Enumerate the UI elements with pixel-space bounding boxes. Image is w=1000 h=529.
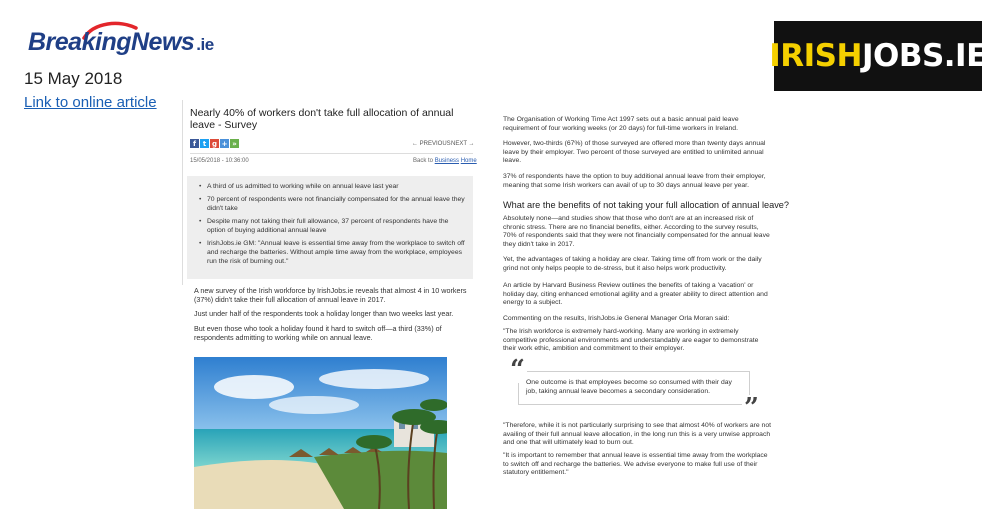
- body-paragraph: 37% of respondents have the option to buy additional annual leave from their employer, meaning that some Irish workers can avail of up to 30 days annual leave per year.: [503, 173, 766, 189]
- twitter-icon[interactable]: t: [200, 139, 209, 148]
- article-timestamp: 15/05/2018 - 10:36:00: [190, 158, 249, 164]
- close-quote-icon: ”: [744, 393, 759, 423]
- body-paragraph: Absolutely none—and studies show that those who don't are at an increased risk of chronic stress. There are no financial benefits, either. According to the survey results, 70% of respondents said that they were not financially compensated for the annual leave they didn't take in 2017.: [503, 215, 770, 248]
- previous-link[interactable]: ← PREVIOUS: [412, 141, 451, 147]
- google-plus-icon[interactable]: g: [211, 139, 217, 148]
- body-paragraph: Yet, the advantages of taking a holiday are clear. Taking time off from work or the daily grind not only helps people to de-stress, but it also helps work productivity.: [503, 256, 762, 272]
- pull-quote-text: One outcome is that employees become so consumed with their day job, taking annual leave becomes a secondary consideration.: [526, 379, 732, 395]
- section-heading: What are the benefits of not taking your full allocation of annual leave?: [503, 200, 790, 210]
- online-article-link[interactable]: Link to online article: [24, 94, 157, 111]
- logo-wordmark: BreakingNews .ie: [28, 28, 214, 56]
- body-paragraph: "Therefore, while it is not particularly surprising to see that almost 40% of workers are not availing of their full annual leave allocation, in the long run this is a very unwise approach and one that will ultimately lead to burn out.: [503, 422, 771, 447]
- facebook-icon[interactable]: f: [190, 139, 199, 148]
- open-quote-icon: “: [510, 355, 525, 385]
- summary-item: • A third of us admitted to working while on annual leave last year: [199, 182, 465, 191]
- share-count-icon[interactable]: »: [230, 139, 239, 148]
- article-title: Nearly 40% of workers don't take full allocation of annual leave - Survey: [190, 107, 454, 131]
- clipping-date: 15 May 2018: [24, 69, 123, 88]
- breadcrumb-home-link[interactable]: Home: [460, 158, 477, 164]
- beach-photo: [194, 357, 447, 509]
- meta-divider: [190, 153, 473, 154]
- addthis-plus-icon[interactable]: +: [221, 139, 228, 148]
- body-paragraph: The Organisation of Working Time Act 1997 sets out a basic annual paid leave requirement of four working weeks (or 20 days) for full-time workers in Ireland.: [503, 116, 739, 132]
- breadcrumb-business-link[interactable]: Business: [434, 158, 460, 164]
- irishjobs-logo: IRISHJOBS.IE: [774, 21, 982, 91]
- breakingnews-logo: [28, 20, 238, 60]
- summary-box: [187, 176, 473, 279]
- body-paragraph: Just under half of the respondents took a holiday longer than two weeks last year.: [194, 309, 454, 318]
- pull-quote: [510, 355, 759, 423]
- next-link[interactable]: NEXT →: [451, 141, 475, 147]
- body-paragraph: But even those who took a holiday found it hard to switch off—a third (33%) of respondents admitting to working while on annual leave.: [194, 324, 442, 343]
- summary-item: • 70 percent of respondents were not financially compensated for the annual leave they didn't take: [199, 195, 465, 213]
- summary-item: • IrishJobs.ie GM: "Annual leave is essential time away from the workplace to switch off and recharge the batteries. Without ample time away from the workplace, employees run the risk of burning out.": [199, 239, 465, 266]
- summary-item: • Despite many not taking their full allowance, 37 percent of respondents have the option of buying additional annual leave: [199, 217, 465, 235]
- body-paragraph: "It is important to remember that annual leave is essential time away from the workplace to switch off and recharge the batteries. We advise everyone to make full use of their statutory entitlement.": [503, 452, 768, 477]
- breadcrumb: Back to Business Home: [413, 158, 477, 164]
- body-paragraph: "The Irish workforce is extremely hard-working. Many are working in extremely competitive professional environments and understandably are eager to demonstrate their work ethic, ambition and commitment to their employer.: [503, 328, 759, 353]
- column-divider: [182, 100, 183, 285]
- body-paragraph: An article by Harvard Business Review outlines the benefits of taking a 'vacation' or holiday day, citing enhanced emotional agility and a greater ability to direct attention and energy to a subject.: [503, 282, 768, 307]
- body-paragraph: However, two-thirds (67%) of those surveyed are offered more than twenty days annual leave by their employer. Two percent of those surveyed are entitled to unlimited annual leave.: [503, 140, 766, 165]
- body-paragraph: A new survey of the Irish workforce by IrishJobs.ie reveals that almost 4 in 10 workers (37%) didn't take their full allocation of annual leave in 2017.: [194, 286, 467, 305]
- body-paragraph: Commenting on the results, IrishJobs.ie General Manager Orla Moran said:: [503, 315, 730, 322]
- share-buttons: [190, 139, 239, 148]
